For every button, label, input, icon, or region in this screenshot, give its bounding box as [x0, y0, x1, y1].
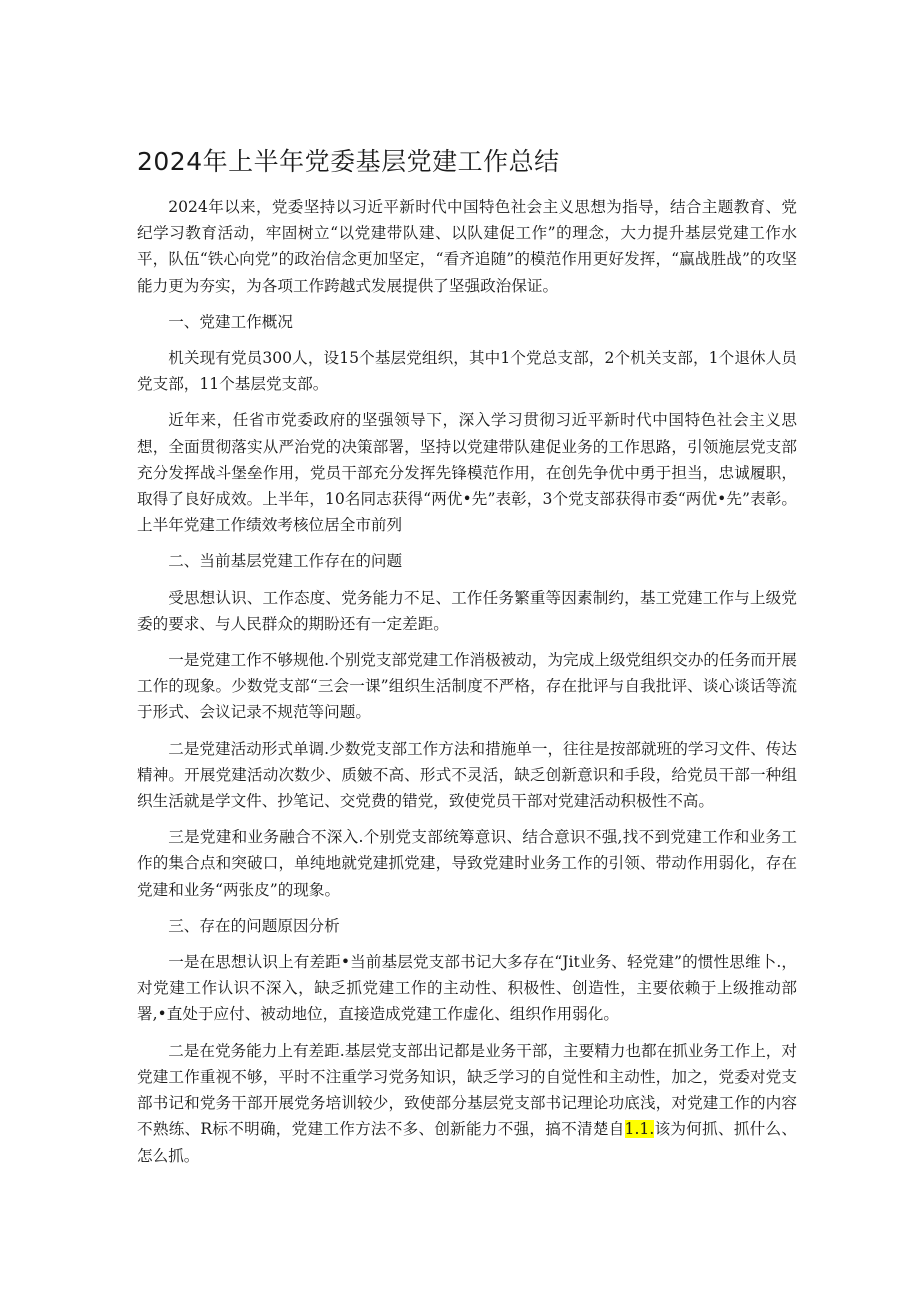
- section-3-heading: 三、存在的问题原因分析: [168, 916, 340, 935]
- document-title: 2024年上半年党委基层党建工作总结: [137, 147, 560, 176]
- section-2-paragraph-4: 三是党建和业务融合不深入.个别党支部统筹意识、结合意识不强,找不到党建工作和业务工作的集合点和突破口，单纯地就党建抓党建，导致党建时业务工作的引领、带动作用弱化，存在党建和业务“两张皮”的现象。: [137, 828, 797, 899]
- section-3-paragraph-2-text-b: 该为何抓、抓什么、怎么抓。: [137, 1120, 797, 1165]
- highlighted-text: 1.1.: [624, 1120, 655, 1139]
- section-2-heading: 二、当前基层党建工作存在的问题: [168, 552, 403, 571]
- section-1-paragraph-2: 近年来，任省市党委政府的坚强领导下，深入学习贯彻习近平新时代中国特色社会主义思想，全面贯彻落实从严治党的决策部署，坚持以党建带队建促业务的工作思路，引领施层党支部充分发挥战斗堡垒作用，党员干部充分发挥先锋模范作用，在创先争优中勇于担当，忠诚履职，取得了良好成效。上半年，10名同志获得“两优•先”表彰，3个党支部获得市委“两优•先”表彰。上半年党建工作绩效考核位居全市前列: [137, 411, 797, 535]
- section-3-paragraph-1: 一是在思想认识上有差距•当前基层党支部书记大多存在“Jit业务、轻党建”的惯性思维卜.，对党建工作认识不深入，缺乏抓党建工作的主动性、积极性、创造性，主要依赖于上级推动部署,•直处于应付、被动地位，直接造成党建工作虚化、组织作用弱化。: [137, 953, 797, 1024]
- section-2-paragraph-1: 受思想认识、工作态度、党务能力不足、工作任务繁重等因素制约，基工党建工作与上级党委的要求、与人民群众的期盼还有一定差距。: [137, 588, 797, 633]
- section-1-heading: 一、党建工作概况: [168, 312, 293, 331]
- section-2-paragraph-2: 一是党建工作不够规他.个别党支部党建工作消极被动，为完成上级党组织交办的任务而开展工作的现象。少数党支部“三会一课”组织生活制度不严格，存在批评与自我批评、谈心谈话等流于形式、会议记录不规范等问题。: [137, 651, 797, 722]
- section-2-paragraph-3: 二是党建活动形式单调.少数党支部工作方法和措施单一，往往是按部就班的学习文件、传达精神。开展党建活动次数少、质皴不高、形式不灵活，缺乏创新意识和手段，给党员干部一种组织生活就是学文件、抄笔记、交党费的错党，致使党员干部对党建活动积极性不高。: [137, 739, 797, 811]
- intro-paragraph: 2024年以来，党委坚持以习近平新时代中国特色社会主义思想为指导，结合主题教育、党纪学习教育活动，牢固树立“以党建带队建、以队建促工作”的理念，大力提升基层党建工作水平，队伍“铁心向党”的政治信念更加坚定，“看齐追随”的模范作用更好发挥，“赢战胜战”的攻坚能力更为夯实，为各项工作跨越式发展提供了坚强政治保证。: [137, 198, 797, 295]
- section-3-paragraph-2-text-a: 二是在党务能力上有差距.基层党支部出记都是业务干部，主要精力也都在抓业务工作上，对党建工作重视不够，平时不注重学习党务知识，缺乏学习的自觉性和主动性，加之，党委对党支部书记和党务干部开展党务培训较少，致使部分基层党支部书记理论功底浅，对党建工作的内容不熟练、R标不明确，党建工作方法不多、创新能力不强，搞不清楚自: [137, 1041, 797, 1139]
- section-1-paragraph-1: 机关现有党员300人，设15个基层党组织，其中1个党总支部，2个机关支部，1个退休人员党支部，11个基层党支部。: [137, 349, 797, 394]
- section-3-paragraph-2: [137, 1038, 797, 1169]
- document-body: [137, 194, 797, 1179]
